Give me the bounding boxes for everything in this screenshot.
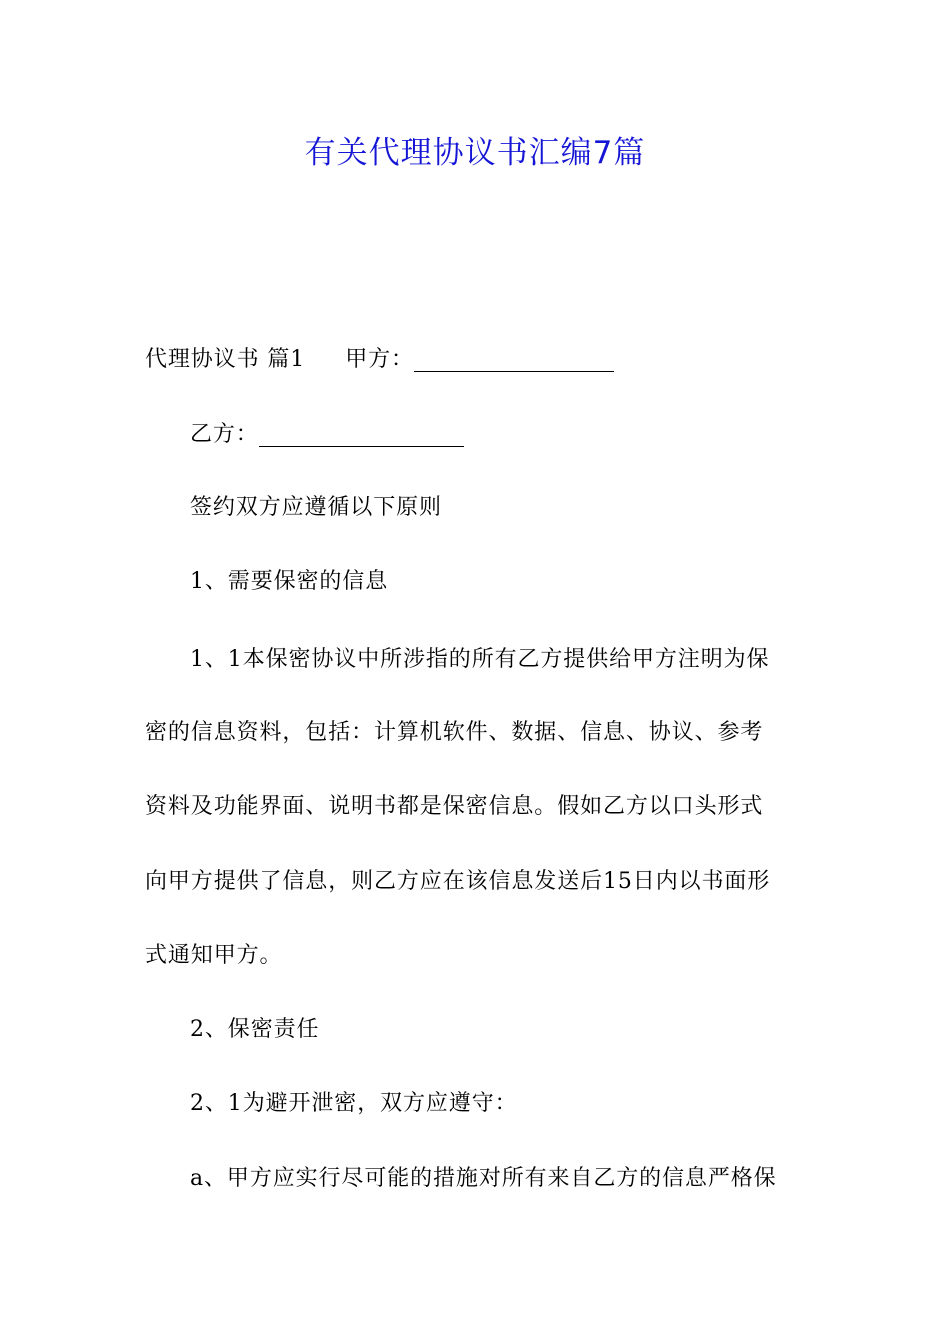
paragraph-line: 式通知甲方。 xyxy=(145,943,283,968)
party-b-line xyxy=(190,417,805,453)
party-b-blank xyxy=(259,422,464,447)
section-heading-2: 2、保密责任 xyxy=(190,1017,320,1042)
paragraph-line: a、甲方应实行尽可能的措施对所有来自乙方的信息严格保 xyxy=(190,1166,777,1191)
section-heading: 代理协议书 篇1 xyxy=(145,347,306,372)
paragraph-line: 资料及功能界面、说明书都是保密信息。假如乙方以口头形式 xyxy=(145,794,764,819)
document-title: 有关代理协议书汇编7篇 xyxy=(304,135,646,171)
paragraph-line: 密的信息资料，包括：计算机软件、数据、信息、协议、参考 xyxy=(145,720,764,745)
paragraph-line: 2、1为避开泄密，双方应遵守： xyxy=(190,1091,518,1116)
section-heading-1: 1、需要保密的信息 xyxy=(190,569,389,594)
party-a-line xyxy=(145,342,805,378)
paragraph-line: 向甲方提供了信息，则乙方应在该信息发送后15日内以书面形 xyxy=(145,869,771,894)
paragraph-line: 1、1本保密协议中所涉指的所有乙方提供给甲方注明为保 xyxy=(190,647,770,672)
party-a-blank xyxy=(414,347,614,372)
party-a-label: 甲方： xyxy=(345,347,414,372)
paragraph-line: 签约双方应遵循以下原则 xyxy=(190,495,442,520)
party-b-label: 乙方： xyxy=(190,422,259,447)
